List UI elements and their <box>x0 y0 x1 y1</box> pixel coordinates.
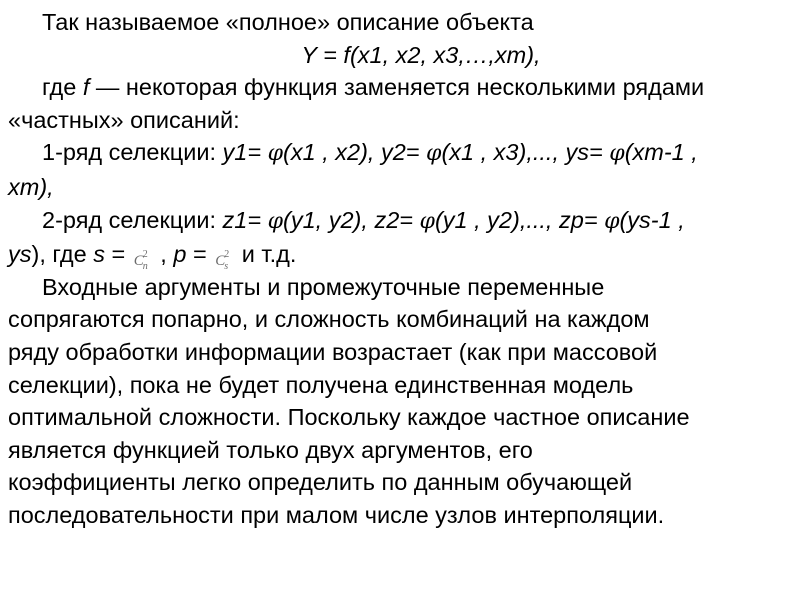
paragraph-line-4 <box>8 369 794 402</box>
selection-row-2-cont <box>8 238 794 271</box>
slide-text <box>8 6 794 532</box>
paragraph-line-5 <box>8 401 794 434</box>
row1-y2: y2= <box>380 139 420 166</box>
selection-row-1-cont <box>8 171 794 204</box>
phi-symbol: φ <box>419 208 435 234</box>
paragraph-text: ряду обработки информации возрастает (как при массовой <box>8 338 658 365</box>
text-line-4 <box>8 104 794 137</box>
row1-y1: y1= <box>222 139 262 166</box>
equals-1: = <box>104 241 132 268</box>
combination-cs2 <box>213 244 235 273</box>
comb-base: C <box>215 253 226 270</box>
comb-sub: n <box>142 261 148 273</box>
row2-cont-where: ), где <box>31 241 94 268</box>
row2-prefix: 2-ряд селекции: <box>42 206 223 233</box>
paragraph-line-2 <box>8 303 794 336</box>
row1-args2: (x1 , x3),..., <box>441 139 566 166</box>
comb-sub: s <box>224 261 229 273</box>
row1-prefix: 1-ряд селекции: <box>42 139 223 166</box>
paragraph-text: является функцией только двух аргументов, его <box>8 436 533 463</box>
line-3-where: где <box>42 74 83 101</box>
paragraph-line-3 <box>8 336 794 369</box>
paragraph-text: Входные аргументы и промежуточные переменные <box>42 273 605 300</box>
etc-text: и т.д. <box>235 241 297 268</box>
line-4-text: «частных» описаний: <box>8 106 240 133</box>
line-1-text: Так называемое «полное» описание объекта <box>42 9 534 35</box>
paragraph-text: коэффициенты легко определить по данным обучающей <box>8 469 633 496</box>
row1-ys: ys= <box>565 139 603 166</box>
row2-zp: zp= <box>559 206 598 233</box>
row2-args2: (y1 , y2),..., <box>434 206 559 233</box>
text-line-1 <box>8 6 794 39</box>
paragraph-line-1 <box>8 271 794 304</box>
phi-symbol: φ <box>604 208 620 234</box>
paragraph-text: сопрягаются попарно, и сложность комбинаций на каждом <box>8 306 650 333</box>
var-p: p <box>173 241 187 268</box>
row1-args3: (xm-1 , <box>624 139 698 166</box>
row1-cont-text: xm), <box>8 173 54 200</box>
phi-symbol: φ <box>426 141 442 167</box>
phi-symbol: φ <box>267 141 284 167</box>
row2-args3: (ys-1 , <box>619 206 685 233</box>
paragraph-text: последовательности при малом числе узлов интерполяции. <box>8 501 665 528</box>
line-3-rest: — некоторая функция заменяется несколькими рядами <box>89 74 705 101</box>
comb-sup: 2 <box>142 249 148 261</box>
paragraph-text: оптимальной сложности. Поскольку каждое частное описание <box>8 404 690 431</box>
text-line-3 <box>8 71 794 104</box>
equals-2: = <box>186 241 214 268</box>
combination-cn2 <box>132 244 154 273</box>
comma: , <box>153 241 174 268</box>
comb-base: C <box>133 253 144 270</box>
row2-z1: z1= <box>222 206 262 233</box>
function-symbol-f: f <box>82 74 90 101</box>
row2-cont-ys: ys <box>8 241 32 268</box>
row1-args1: (x1 , x2), <box>283 139 381 166</box>
selection-row-2 <box>8 204 794 239</box>
paragraph-line-7 <box>8 466 794 499</box>
formula-text: Y = f(x1, x2, x3,…,xm), <box>301 41 541 68</box>
paragraph-line-6 <box>8 434 794 467</box>
var-s: s <box>93 241 105 268</box>
row2-args1: (y1, y2), <box>283 206 375 233</box>
paragraph-line-8 <box>8 499 794 532</box>
phi-symbol: φ <box>609 141 625 167</box>
selection-row-1 <box>8 136 794 171</box>
formula-full-description <box>8 39 794 72</box>
comb-sup: 2 <box>224 249 230 261</box>
paragraph-text: селекции), пока не будет получена единственная модель <box>8 371 634 398</box>
phi-symbol: φ <box>267 208 284 234</box>
row2-z2: z2= <box>374 206 413 233</box>
